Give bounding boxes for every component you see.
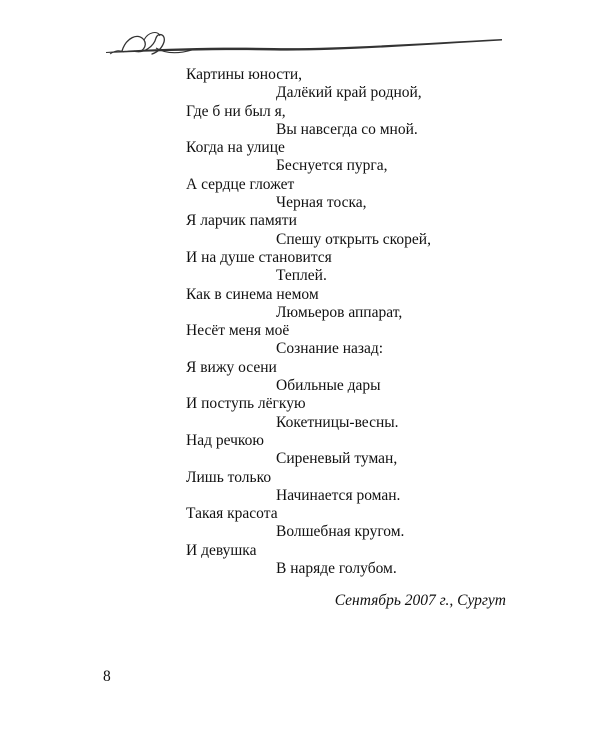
poem-line: Над речкою xyxy=(186,431,264,449)
page-number: 8 xyxy=(103,668,111,685)
poem-line: Несёт меня моё xyxy=(186,322,290,340)
flourish-ornament xyxy=(104,24,504,64)
poem-line: Как в синема немом xyxy=(186,285,319,303)
poem-line: А сердце гложет xyxy=(186,175,295,193)
poem-line: И на душе становится xyxy=(186,248,332,266)
poem-line: Я ларчик памяти xyxy=(186,212,297,230)
poem-line: В наряде голубом. xyxy=(276,560,397,578)
poem-line: И девушка xyxy=(186,541,257,559)
poem-line: Такая красота xyxy=(186,505,278,523)
poem-line: Где б ни был я, xyxy=(186,102,286,120)
poem-line: Кокетницы-весны. xyxy=(276,413,399,431)
poem-line: Волшебная кругом. xyxy=(276,523,405,541)
poem-line: Лишь только xyxy=(186,468,272,486)
poem-line: Черная тоска, xyxy=(276,194,367,212)
poem-line: Я вижу осени xyxy=(186,358,277,376)
poem-line: Картины юности, xyxy=(186,66,303,83)
poem-line: Сиреневый туман, xyxy=(276,450,398,468)
poem-line: И поступь лёгкую xyxy=(186,395,306,413)
poem-line: Начинается роман. xyxy=(276,486,401,504)
poem-line: Спешу открыть скорей, xyxy=(276,230,431,248)
poem-line: Далёкий край родной, xyxy=(276,84,422,102)
signature-date-place: Сентябрь 2007 г., Сургут xyxy=(334,592,506,609)
poem-line: Вы навсегда со мной. xyxy=(276,120,418,138)
poem-line: Когда на улице xyxy=(186,139,285,157)
poem-line: Обильные дары xyxy=(276,377,381,395)
poem-body xyxy=(186,66,506,578)
poem-line: Сознание назад: xyxy=(276,340,384,358)
poem-line: Люмьеров аппарат, xyxy=(276,303,403,321)
poem-line: Беснуется пурга, xyxy=(276,157,388,175)
poem-line: Теплей. xyxy=(276,267,327,285)
